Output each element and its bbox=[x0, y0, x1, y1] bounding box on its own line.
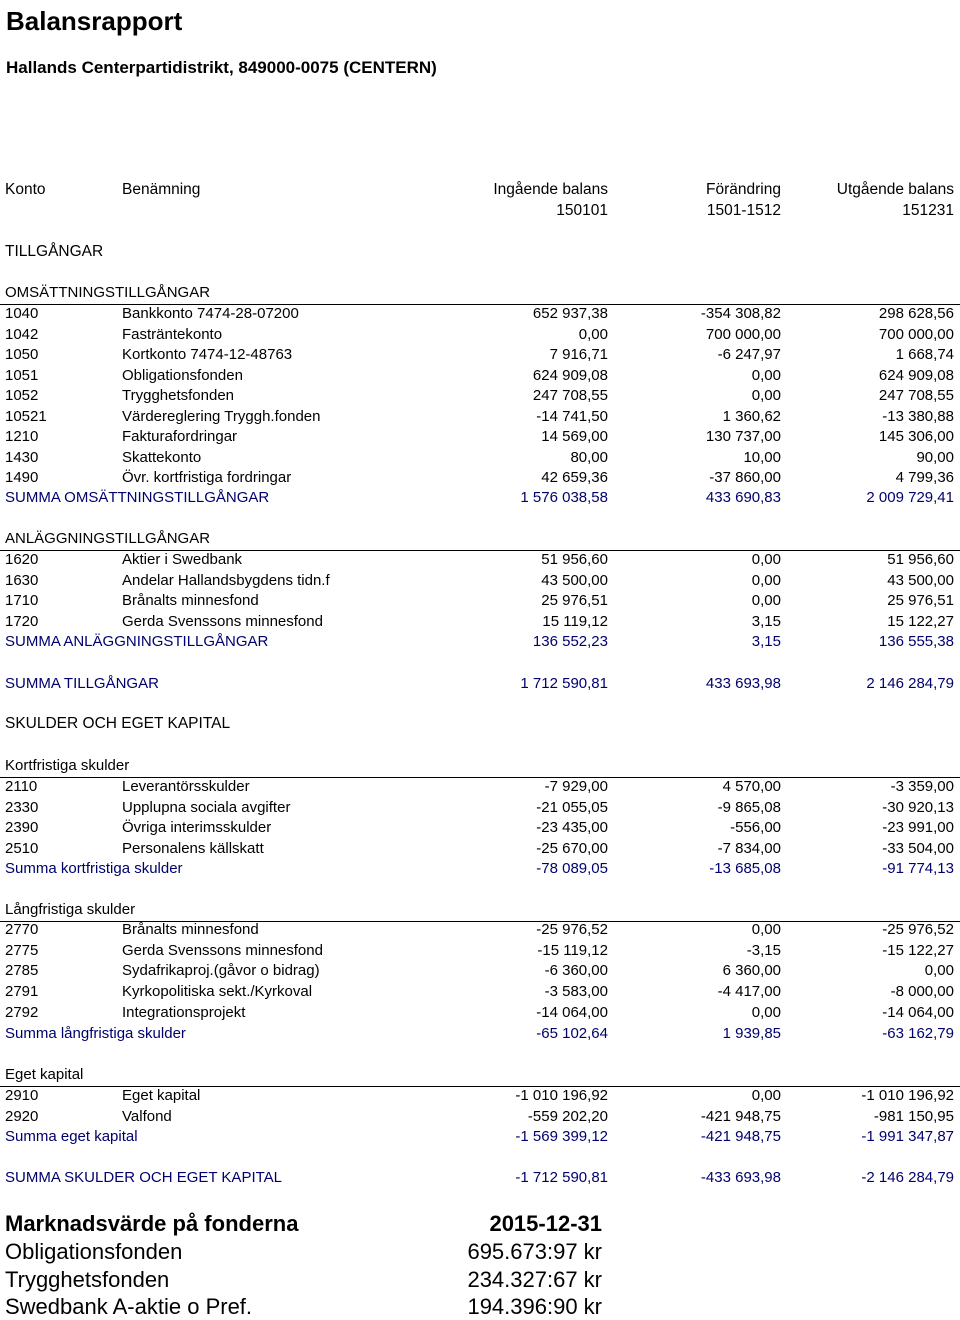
utgaende-value: 15 122,27 bbox=[887, 612, 954, 630]
forandring-value: 0,00 bbox=[751, 551, 781, 568]
account-name: Personalens källskatt bbox=[122, 839, 264, 857]
account-name: Sydafrikaproj.(gåvor o bidrag) bbox=[122, 962, 320, 980]
forandring-value: -6 247,97 bbox=[717, 346, 781, 363]
summa-skulder-eget-row bbox=[0, 1168, 960, 1189]
forandring-value: 0,00 bbox=[751, 366, 781, 384]
sum-forandring: -13 685,08 bbox=[709, 860, 781, 877]
forandring-value: 0,00 bbox=[751, 387, 781, 404]
table-row bbox=[0, 920, 960, 941]
table-row bbox=[0, 448, 960, 469]
account-name: Kortkonto 7474-12-48763 bbox=[122, 346, 293, 363]
forandring-value: -7 834,00 bbox=[717, 839, 781, 857]
account-number: 1720 bbox=[5, 612, 39, 630]
ingaende-value: -25 976,52 bbox=[536, 921, 608, 938]
forandring-value: 0,00 bbox=[751, 1087, 781, 1104]
table-row bbox=[0, 407, 960, 428]
account-number: 2791 bbox=[5, 983, 39, 1001]
account-name: Brånalts minnesfond bbox=[122, 592, 259, 609]
mv-item-value: 695.673:97 kr bbox=[467, 1239, 602, 1264]
mv-item-value: 194.396:90 kr bbox=[467, 1294, 602, 1319]
ingaende-value: 0,00 bbox=[578, 325, 608, 343]
account-number: 1430 bbox=[5, 448, 39, 466]
forandring-value: 130 737,00 bbox=[705, 428, 781, 445]
utgaende-value: -3 359,00 bbox=[890, 778, 954, 795]
sum-forandring: 433 693,98 bbox=[705, 675, 781, 692]
account-number: 1710 bbox=[5, 592, 39, 609]
sum-forandring: 1 939,85 bbox=[722, 1025, 781, 1042]
column-period-row bbox=[0, 201, 960, 222]
account-name: Kyrkopolitiska sekt./Kyrkoval bbox=[122, 983, 313, 1001]
forandring-value: -3,15 bbox=[746, 941, 781, 959]
col-konto: Konto bbox=[5, 181, 46, 198]
forandring-value: 10,00 bbox=[743, 448, 781, 466]
ingaende-value: 247 708,55 bbox=[532, 387, 608, 404]
ingaende-value: 624 909,08 bbox=[532, 366, 608, 384]
account-name: Övriga interimsskulder bbox=[122, 819, 272, 836]
ingaende-value: 80,00 bbox=[570, 448, 608, 466]
sum-forandring: 3,15 bbox=[751, 633, 781, 650]
table-row bbox=[0, 427, 960, 448]
section-langfristiga bbox=[0, 900, 960, 922]
account-number: 2785 bbox=[5, 962, 39, 980]
mv-item-name: Swedbank A-aktie o Pref. bbox=[5, 1294, 253, 1319]
account-name: Fakturafordringar bbox=[122, 428, 238, 445]
table-row bbox=[0, 571, 960, 592]
account-name: Eget kapital bbox=[122, 1087, 201, 1104]
utgaende-value: 1 668,74 bbox=[895, 346, 954, 363]
account-number: 2770 bbox=[5, 921, 39, 938]
utgaende-value: 700 000,00 bbox=[878, 325, 954, 343]
section-label: Eget kapital bbox=[5, 1066, 84, 1083]
account-number: 2910 bbox=[5, 1087, 39, 1104]
forandring-value: 4 570,00 bbox=[722, 778, 781, 795]
ingaende-value: -1 010 196,92 bbox=[515, 1087, 608, 1104]
account-name: Upplupna sociala avgifter bbox=[122, 798, 291, 816]
forandring-value: 0,00 bbox=[751, 921, 781, 938]
account-name: Aktier i Swedbank bbox=[122, 551, 243, 568]
table-row bbox=[0, 798, 960, 819]
ingaende-value: -23 435,00 bbox=[536, 819, 608, 836]
column-header-row bbox=[0, 180, 960, 201]
col-utgaende: Utgående balans bbox=[836, 181, 954, 198]
section-kortfristiga bbox=[0, 756, 960, 778]
summa-langfristiga-row bbox=[0, 1024, 960, 1045]
ingaende-value: -15 119,12 bbox=[537, 941, 608, 959]
sum-utgaende: 136 555,38 bbox=[878, 633, 954, 650]
table-row bbox=[0, 839, 960, 860]
col-ingaende-period: 150101 bbox=[556, 202, 608, 219]
utgaende-value: -13 380,88 bbox=[882, 407, 954, 425]
account-name: Övr. kortfristiga fordringar bbox=[122, 469, 292, 486]
sum-utgaende: 2 009 729,41 bbox=[866, 489, 954, 506]
ingaende-value: 15 119,12 bbox=[542, 612, 608, 630]
table-row bbox=[0, 612, 960, 633]
ingaende-value: 652 937,38 bbox=[532, 305, 608, 322]
ingaende-value: -14 064,00 bbox=[536, 1003, 608, 1021]
utgaende-value: 90,00 bbox=[916, 448, 954, 466]
account-number: 2390 bbox=[5, 819, 39, 836]
sum-ingaende: 1 712 590,81 bbox=[520, 675, 608, 692]
table-row bbox=[0, 325, 960, 346]
ingaende-value: -6 360,00 bbox=[544, 962, 608, 980]
account-name: Gerda Svenssons minnesfond bbox=[122, 612, 323, 630]
account-name: Leverantörsskulder bbox=[122, 778, 250, 795]
marknadsvarde-heading: Marknadsvärde på fonderna bbox=[5, 1211, 299, 1236]
table-row bbox=[0, 345, 960, 366]
sum-utgaende: 2 146 284,79 bbox=[866, 675, 954, 692]
table-row bbox=[0, 386, 960, 407]
utgaende-value: -8 000,00 bbox=[890, 983, 954, 1001]
utgaende-value: 145 306,00 bbox=[878, 428, 954, 445]
ingaende-value: -7 929,00 bbox=[544, 778, 608, 795]
report-title: Balansrapport bbox=[6, 6, 183, 36]
col-benamning: Benämning bbox=[122, 181, 201, 198]
table-row bbox=[0, 777, 960, 798]
sum-forandring: 433 690,83 bbox=[705, 489, 781, 506]
forandring-value: 1 360,62 bbox=[722, 407, 781, 425]
forandring-value: 3,15 bbox=[751, 612, 781, 630]
account-number: 1051 bbox=[5, 366, 39, 384]
ingaende-value: -14 741,50 bbox=[536, 407, 608, 425]
sum-label: Summa eget kapital bbox=[5, 1128, 138, 1145]
account-number: 1490 bbox=[5, 469, 39, 486]
ingaende-value: -21 055,05 bbox=[536, 798, 608, 816]
utgaende-value: -33 504,00 bbox=[882, 839, 954, 857]
table-row bbox=[0, 1107, 960, 1128]
account-name: Obligationsfonden bbox=[122, 366, 243, 384]
account-number: 2110 bbox=[5, 778, 38, 795]
sum-utgaende: -1 991 347,87 bbox=[861, 1128, 954, 1145]
account-name: Värdereglering Tryggh.fonden bbox=[122, 407, 321, 425]
account-number: 2792 bbox=[5, 1003, 39, 1021]
sum-label: Summa långfristiga skulder bbox=[5, 1025, 186, 1042]
sum-ingaende: -1 712 590,81 bbox=[515, 1169, 608, 1186]
sum-forandring: -421 948,75 bbox=[700, 1128, 781, 1145]
col-ingaende: Ingående balans bbox=[493, 181, 608, 198]
utgaende-value: -15 122,27 bbox=[882, 941, 954, 959]
utgaende-value: -1 010 196,92 bbox=[861, 1087, 954, 1104]
table-row bbox=[0, 550, 960, 571]
utgaende-value: 51 956,60 bbox=[887, 551, 954, 568]
sum-ingaende: 136 552,23 bbox=[532, 633, 608, 650]
sum-utgaende: -63 162,79 bbox=[882, 1025, 954, 1042]
utgaende-value: 43 500,00 bbox=[887, 571, 954, 589]
table-row bbox=[0, 818, 960, 839]
account-name: Trygghetsfonden bbox=[122, 387, 235, 404]
sum-ingaende: -1 569 399,12 bbox=[515, 1128, 608, 1145]
account-number: 1040 bbox=[5, 305, 39, 322]
forandring-value: -9 865,08 bbox=[717, 798, 781, 816]
summa-tillgangar-row bbox=[0, 674, 960, 695]
table-row bbox=[0, 304, 960, 325]
section-anlaggning bbox=[0, 529, 960, 551]
report-subtitle: Hallands Centerpartidistrikt, 849000-0075 (CENTERN) bbox=[6, 58, 437, 77]
utgaende-value: 25 976,51 bbox=[887, 592, 954, 609]
forandring-value: 700 000,00 bbox=[705, 325, 781, 343]
forandring-value: 0,00 bbox=[751, 571, 781, 589]
section-label: Långfristiga skulder bbox=[5, 901, 136, 918]
sum-utgaende: -2 146 284,79 bbox=[861, 1169, 954, 1186]
summa-kortfristiga-row bbox=[0, 859, 960, 880]
summa-anlaggning-row bbox=[0, 632, 960, 653]
ingaende-value: -3 583,00 bbox=[544, 983, 608, 1001]
utgaende-value: 298 628,56 bbox=[878, 305, 954, 322]
mv-item-name: Obligationsfonden bbox=[5, 1239, 183, 1264]
utgaende-value: -30 920,13 bbox=[882, 798, 954, 816]
utgaende-value: 0,00 bbox=[924, 962, 954, 980]
utgaende-value: 624 909,08 bbox=[878, 366, 954, 384]
sum-ingaende: -65 102,64 bbox=[536, 1025, 608, 1042]
account-number: 1052 bbox=[5, 387, 39, 404]
utgaende-value: -981 150,95 bbox=[873, 1107, 954, 1125]
table-row bbox=[0, 366, 960, 387]
ingaende-value: 7 916,71 bbox=[549, 346, 608, 363]
sum-label: SUMMA SKULDER OCH EGET KAPITAL bbox=[5, 1169, 283, 1186]
col-forandring: Förändring bbox=[706, 181, 781, 198]
section-skulder-eget bbox=[0, 714, 960, 735]
forandring-value: 0,00 bbox=[751, 592, 781, 609]
table-row bbox=[0, 468, 960, 489]
account-name: Andelar Hallandsbygdens tidn.f bbox=[122, 571, 330, 589]
account-name: Bankkonto 7474-28-07200 bbox=[122, 305, 299, 322]
section-label: OMSÄTTNINGSTILLGÅNGAR bbox=[5, 284, 211, 301]
account-number: 2775 bbox=[5, 941, 39, 959]
sum-label: SUMMA ANLÄGGNINGSTILLGÅNGAR bbox=[5, 633, 269, 650]
mv-item-value: 234.327:67 kr bbox=[467, 1267, 602, 1292]
sum-utgaende: -91 774,13 bbox=[882, 860, 954, 877]
sum-label: SUMMA OMSÄTTNINGSTILLGÅNGAR bbox=[5, 489, 270, 506]
table-row bbox=[0, 1086, 960, 1107]
marknadsvarde-date: 2015-12-31 bbox=[489, 1211, 602, 1236]
sum-ingaende: 1 576 038,58 bbox=[520, 489, 608, 506]
ingaende-value: 25 976,51 bbox=[541, 592, 608, 609]
table-row bbox=[0, 591, 960, 612]
account-number: 1210 bbox=[5, 428, 39, 445]
mv-item-name: Trygghetsfonden bbox=[5, 1267, 170, 1292]
table-row bbox=[0, 1003, 960, 1024]
utgaende-value: 4 799,36 bbox=[895, 469, 954, 486]
sum-ingaende: -78 089,05 bbox=[536, 860, 608, 877]
sum-label: Summa kortfristiga skulder bbox=[5, 860, 183, 877]
section-label: SKULDER OCH EGET KAPITAL bbox=[5, 715, 231, 732]
account-name: Integrationsprojekt bbox=[122, 1003, 246, 1021]
ingaende-value: 14 569,00 bbox=[541, 428, 608, 445]
account-number: 2510 bbox=[5, 839, 39, 857]
summa-omsattning-row bbox=[0, 488, 960, 509]
account-name: Gerda Svenssons minnesfond bbox=[122, 941, 323, 959]
forandring-value: 0,00 bbox=[751, 1003, 781, 1021]
ingaende-value: 43 500,00 bbox=[541, 571, 608, 589]
utgaende-value: 247 708,55 bbox=[878, 387, 954, 404]
ingaende-value: -559 202,20 bbox=[527, 1107, 608, 1125]
sum-forandring: -433 693,98 bbox=[700, 1169, 781, 1186]
ingaende-value: 51 956,60 bbox=[541, 551, 608, 568]
forandring-value: -421 948,75 bbox=[700, 1107, 781, 1125]
account-name: Skattekonto bbox=[122, 448, 202, 466]
utgaende-value: -23 991,00 bbox=[882, 819, 954, 836]
summa-eget-row bbox=[0, 1127, 960, 1148]
table-row bbox=[0, 941, 960, 962]
account-number: 1042 bbox=[5, 325, 39, 343]
account-name: Valfond bbox=[122, 1107, 172, 1125]
section-eget-kapital bbox=[0, 1065, 960, 1087]
forandring-value: -4 417,00 bbox=[717, 983, 781, 1001]
account-number: 2330 bbox=[5, 798, 39, 816]
col-forandring-period: 1501-1512 bbox=[706, 202, 781, 219]
forandring-value: -556,00 bbox=[730, 819, 781, 836]
utgaende-value: -25 976,52 bbox=[882, 921, 954, 938]
ingaende-value: -25 670,00 bbox=[536, 839, 608, 857]
section-omsattning bbox=[0, 283, 960, 305]
account-number: 2920 bbox=[5, 1107, 39, 1125]
account-number: 10521 bbox=[5, 407, 47, 425]
section-label: Kortfristiga skulder bbox=[5, 757, 130, 774]
forandring-value: -354 308,82 bbox=[700, 305, 781, 322]
utgaende-value: -14 064,00 bbox=[882, 1003, 954, 1021]
col-utgaende-period: 151231 bbox=[902, 202, 954, 219]
account-number: 1050 bbox=[5, 346, 39, 363]
section-label: TILLGÅNGAR bbox=[5, 243, 104, 260]
forandring-value: -37 860,00 bbox=[709, 469, 781, 486]
section-tillgangar bbox=[0, 242, 960, 263]
section-label: ANLÄGGNINGSTILLGÅNGAR bbox=[5, 530, 211, 547]
table-row bbox=[0, 961, 960, 982]
account-number: 1630 bbox=[5, 571, 39, 589]
ingaende-value: 42 659,36 bbox=[541, 469, 608, 486]
sum-label: SUMMA TILLGÅNGAR bbox=[5, 675, 159, 692]
account-number: 1620 bbox=[5, 551, 39, 568]
forandring-value: 6 360,00 bbox=[722, 962, 781, 980]
table-row bbox=[0, 982, 960, 1003]
account-name: Fasträntekonto bbox=[122, 325, 223, 343]
account-name: Brånalts minnesfond bbox=[122, 921, 259, 938]
